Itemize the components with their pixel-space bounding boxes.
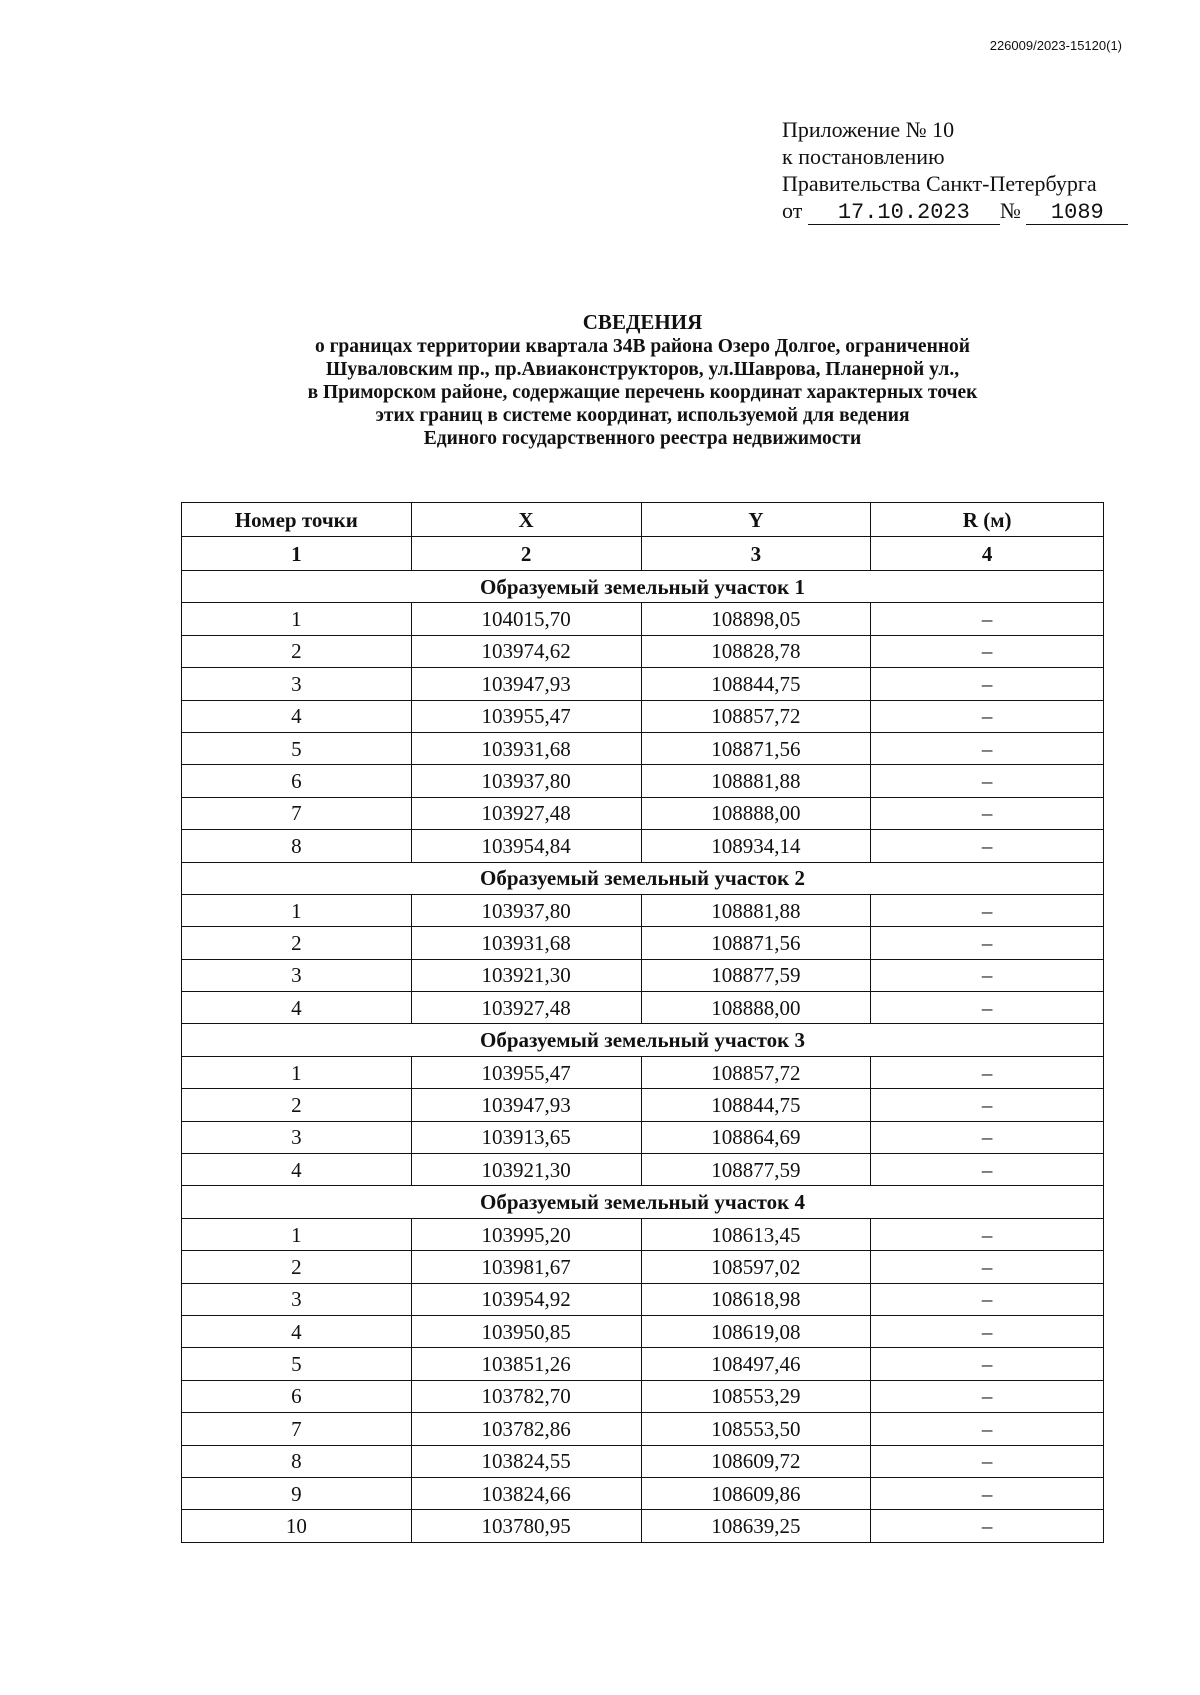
x-coordinate-cell: 104015,70 [411,603,641,635]
radius-cell: – [871,1477,1104,1509]
appendix-line-3: Правительства Санкт-Петербурга [782,171,1097,196]
x-coordinate-cell: 103824,66 [411,1477,641,1509]
appendix-line-2: к постановлению [782,144,945,169]
table-row [182,1348,1104,1380]
x-coordinate-cell: 103851,26 [411,1348,641,1380]
header-point-number: Номер точки [182,503,412,537]
column-number: 1 [182,537,412,571]
heading-title: СВЕДЕНИЯ [582,310,703,334]
y-coordinate-cell: 108881,88 [641,765,871,797]
point-number-cell: 3 [182,1121,412,1153]
point-number-cell: 2 [182,1089,412,1121]
radius-cell: – [871,668,1104,700]
y-coordinate-cell: 108898,05 [641,603,871,635]
radius-cell: – [871,1413,1104,1445]
radius-cell: – [871,1154,1104,1186]
table-row [182,765,1104,797]
x-coordinate-cell: 103921,30 [411,1154,641,1186]
radius-cell: – [871,1251,1104,1283]
y-coordinate-cell: 108497,46 [641,1348,871,1380]
point-number-cell: 4 [182,992,412,1024]
heading-line: о границах территории квартала 34В района Озеро Долгое, ограниченной [314,336,971,357]
point-number-cell: 3 [182,1283,412,1315]
radius-cell: – [871,1283,1104,1315]
x-coordinate-cell: 103782,70 [411,1380,641,1412]
resolution-date: 17.10.2023 [808,202,1000,225]
table-row [182,1445,1104,1477]
section-title: Образуемый земельный участок 1 [182,571,1104,603]
table-row [182,1121,1104,1153]
point-number-cell: 1 [182,1218,412,1250]
x-coordinate-cell: 103954,92 [411,1283,641,1315]
table-row [182,635,1104,667]
table-row [182,1315,1104,1347]
table-row [182,797,1104,829]
table-body [182,571,1104,1543]
radius-cell: – [871,894,1104,926]
coordinates-table [181,502,1104,1543]
y-coordinate-cell: 108609,72 [641,1445,871,1477]
x-coordinate-cell: 103974,62 [411,635,641,667]
point-number-cell: 4 [182,700,412,732]
document-id: 226009/2023-15120(1) [989,38,1122,53]
point-number-cell: 5 [182,732,412,764]
y-coordinate-cell: 108934,14 [641,830,871,862]
y-coordinate-cell: 108619,08 [641,1315,871,1347]
table-row [182,1510,1104,1542]
radius-cell: – [871,732,1104,764]
point-number-cell: 8 [182,1445,412,1477]
number-prefix: № [999,198,1021,223]
table-row [182,1413,1104,1445]
heading-line: этих границ в системе координат, используемой для ведения [375,405,910,426]
point-number-cell: 4 [182,1154,412,1186]
y-coordinate-cell: 108597,02 [641,1251,871,1283]
column-number: 2 [411,537,641,571]
radius-cell: – [871,1348,1104,1380]
appendix-line-1: Приложение № 10 [782,117,955,142]
point-number-cell: 9 [182,1477,412,1509]
table-row [182,1283,1104,1315]
point-number-cell: 2 [182,927,412,959]
radius-cell: – [871,992,1104,1024]
table-row [182,1154,1104,1186]
radius-cell: – [871,959,1104,991]
date-prefix: от [782,198,803,223]
point-number-cell: 1 [182,603,412,635]
table-row [182,1089,1104,1121]
y-coordinate-cell: 108844,75 [641,668,871,700]
header-x: X [411,503,641,537]
radius-cell: – [871,830,1104,862]
table-row [182,959,1104,991]
radius-cell: – [871,1380,1104,1412]
table-row [182,1218,1104,1250]
point-number-cell: 2 [182,1251,412,1283]
section-row [182,571,1104,603]
section-row [182,862,1104,894]
section-row [182,1024,1104,1056]
radius-cell: – [871,797,1104,829]
table-row [182,1251,1104,1283]
resolution-number: 1089 [1026,202,1128,225]
y-coordinate-cell: 108618,98 [641,1283,871,1315]
section-title: Образуемый земельный участок 2 [182,862,1104,894]
radius-cell: – [871,765,1104,797]
table-row [182,1056,1104,1088]
x-coordinate-cell: 103824,55 [411,1445,641,1477]
appendix-block [782,116,1128,225]
x-coordinate-cell: 103937,80 [411,765,641,797]
table-row [182,1380,1104,1412]
x-coordinate-cell: 103780,95 [411,1510,641,1542]
radius-cell: – [871,700,1104,732]
radius-cell: – [871,1445,1104,1477]
y-coordinate-cell: 108553,50 [641,1413,871,1445]
point-number-cell: 3 [182,668,412,700]
point-number-cell: 4 [182,1315,412,1347]
radius-cell: – [871,1315,1104,1347]
x-coordinate-cell: 103937,80 [411,894,641,926]
x-coordinate-cell: 103931,68 [411,732,641,764]
table-row [182,992,1104,1024]
table-row [182,894,1104,926]
appendix-date-line [782,197,1128,225]
x-coordinate-cell: 103927,48 [411,992,641,1024]
radius-cell: – [871,635,1104,667]
heading-line: в Приморском районе, содержащие перечень координат характерных точек [307,382,978,403]
y-coordinate-cell: 108639,25 [641,1510,871,1542]
x-coordinate-cell: 103995,20 [411,1218,641,1250]
document-heading [180,309,1105,450]
column-number: 3 [641,537,871,571]
radius-cell: – [871,1218,1104,1250]
heading-line: Шуваловским пр., пр.Авиаконструкторов, ул.Шаврова, Планерной ул., [325,359,960,380]
y-coordinate-cell: 108857,72 [641,700,871,732]
radius-cell: – [871,1121,1104,1153]
point-number-cell: 8 [182,830,412,862]
heading-line: Единого государственного реестра недвижимости [423,428,862,449]
header-r: R (м) [871,503,1104,537]
x-coordinate-cell: 103947,93 [411,1089,641,1121]
x-coordinate-cell: 103954,84 [411,830,641,862]
point-number-cell: 10 [182,1510,412,1542]
radius-cell: – [871,1089,1104,1121]
y-coordinate-cell: 108828,78 [641,635,871,667]
y-coordinate-cell: 108613,45 [641,1218,871,1250]
table-row [182,603,1104,635]
y-coordinate-cell: 108553,29 [641,1380,871,1412]
section-title: Образуемый земельный участок 4 [182,1186,1104,1218]
table-row [182,927,1104,959]
header-y: Y [641,503,871,537]
table-row [182,830,1104,862]
section-title: Образуемый земельный участок 3 [182,1024,1104,1056]
x-coordinate-cell: 103955,47 [411,700,641,732]
table-row [182,700,1104,732]
y-coordinate-cell: 108871,56 [641,732,871,764]
y-coordinate-cell: 108857,72 [641,1056,871,1088]
x-coordinate-cell: 103947,93 [411,668,641,700]
y-coordinate-cell: 108844,75 [641,1089,871,1121]
column-number: 4 [871,537,1104,571]
point-number-cell: 1 [182,1056,412,1088]
x-coordinate-cell: 103927,48 [411,797,641,829]
point-number-cell: 6 [182,1380,412,1412]
y-coordinate-cell: 108871,56 [641,927,871,959]
y-coordinate-cell: 108888,00 [641,992,871,1024]
point-number-cell: 7 [182,797,412,829]
table-header-row [182,503,1104,537]
point-number-cell: 6 [182,765,412,797]
y-coordinate-cell: 108888,00 [641,797,871,829]
x-coordinate-cell: 103950,85 [411,1315,641,1347]
x-coordinate-cell: 103955,47 [411,1056,641,1088]
x-coordinate-cell: 103981,67 [411,1251,641,1283]
radius-cell: – [871,603,1104,635]
section-row [182,1186,1104,1218]
radius-cell: – [871,1510,1104,1542]
table-row [182,1477,1104,1509]
y-coordinate-cell: 108881,88 [641,894,871,926]
y-coordinate-cell: 108609,86 [641,1477,871,1509]
table-row [182,732,1104,764]
x-coordinate-cell: 103921,30 [411,959,641,991]
point-number-cell: 3 [182,959,412,991]
column-number-row [182,537,1104,571]
point-number-cell: 2 [182,635,412,667]
radius-cell: – [871,1056,1104,1088]
point-number-cell: 1 [182,894,412,926]
y-coordinate-cell: 108877,59 [641,1154,871,1186]
x-coordinate-cell: 103931,68 [411,927,641,959]
x-coordinate-cell: 103782,86 [411,1413,641,1445]
table-row [182,668,1104,700]
radius-cell: – [871,927,1104,959]
point-number-cell: 7 [182,1413,412,1445]
y-coordinate-cell: 108864,69 [641,1121,871,1153]
x-coordinate-cell: 103913,65 [411,1121,641,1153]
y-coordinate-cell: 108877,59 [641,959,871,991]
point-number-cell: 5 [182,1348,412,1380]
